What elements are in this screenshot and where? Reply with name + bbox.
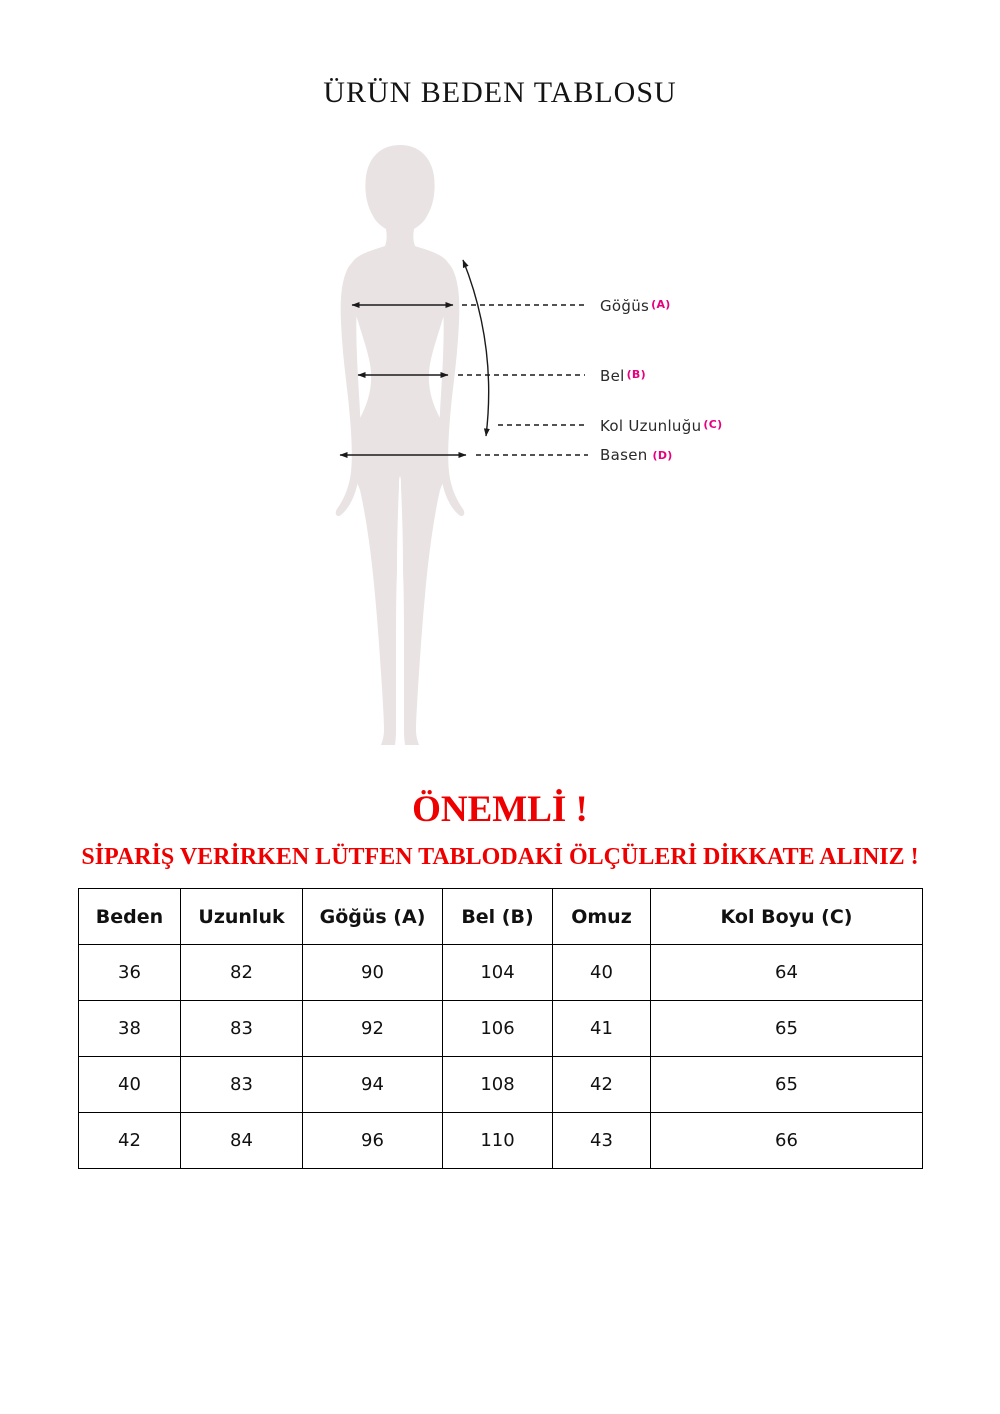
column-header-gogus: Göğüs (A) xyxy=(303,889,443,945)
size-table-header-row xyxy=(79,889,923,945)
size-cell: 96 xyxy=(303,1113,443,1169)
page-title: ÜRÜN BEDEN TABLOSU xyxy=(323,76,677,109)
size-cell: 90 xyxy=(303,945,443,1001)
table-row xyxy=(79,1001,923,1057)
label-chest-text: Göğüs xyxy=(600,297,650,315)
label-chest xyxy=(600,295,671,315)
size-cell: 66 xyxy=(651,1113,923,1169)
size-cell: 43 xyxy=(553,1113,651,1169)
size-cell: 65 xyxy=(651,1057,923,1113)
size-cell: 110 xyxy=(443,1113,553,1169)
table-row xyxy=(79,1057,923,1113)
arm-length-arrow xyxy=(463,260,489,436)
size-cell: 82 xyxy=(181,945,303,1001)
column-header-beden: Beden xyxy=(79,889,181,945)
label-waist-letter: (B) xyxy=(626,368,646,381)
label-waist xyxy=(600,365,646,385)
female-figure-silhouette xyxy=(336,145,464,745)
body-measurement-diagram xyxy=(0,140,1000,770)
important-note: SİPARİŞ VERİRKEN LÜTFEN TABLODAKİ ÖLÇÜLERİ DİKKATE ALINIZ ! xyxy=(81,844,919,870)
label-chest-letter: (A) xyxy=(651,298,671,311)
important-heading: ÖNEMLİ ! xyxy=(412,789,588,830)
size-cell: 106 xyxy=(443,1001,553,1057)
figure-body xyxy=(349,145,450,745)
size-cell: 64 xyxy=(651,945,923,1001)
column-header-bel: Bel (B) xyxy=(443,889,553,945)
size-cell: 92 xyxy=(303,1001,443,1057)
table-row xyxy=(79,1113,923,1169)
column-header-uzunluk: Uzunluk xyxy=(181,889,303,945)
measurement-diagram-graphic xyxy=(0,140,1000,770)
size-cell: 83 xyxy=(181,1057,303,1113)
label-hip-text: Basen xyxy=(600,446,648,464)
size-cell: 65 xyxy=(651,1001,923,1057)
size-cell: 84 xyxy=(181,1113,303,1169)
size-cell: 40 xyxy=(553,945,651,1001)
label-hip-letter: (D) xyxy=(652,449,673,462)
size-cell: 94 xyxy=(303,1057,443,1113)
size-cell: 41 xyxy=(553,1001,651,1057)
size-cell: 40 xyxy=(79,1057,181,1113)
column-header-omuz: Omuz xyxy=(553,889,651,945)
label-arm-length-letter: (C) xyxy=(703,418,723,431)
label-waist-text: Bel xyxy=(600,367,625,385)
size-cell: 42 xyxy=(79,1113,181,1169)
label-arm-length xyxy=(600,415,722,435)
size-cell: 104 xyxy=(443,945,553,1001)
label-hip xyxy=(600,445,673,465)
size-cell: 36 xyxy=(79,945,181,1001)
size-cell: 42 xyxy=(553,1057,651,1113)
column-header-kol-boyu: Kol Boyu (C) xyxy=(651,889,923,945)
table-row xyxy=(79,945,923,1001)
size-cell: 83 xyxy=(181,1001,303,1057)
size-cell: 108 xyxy=(443,1057,553,1113)
label-arm-length-text: Kol Uzunluğu xyxy=(600,417,702,435)
size-cell: 38 xyxy=(79,1001,181,1057)
size-table xyxy=(78,888,923,1169)
